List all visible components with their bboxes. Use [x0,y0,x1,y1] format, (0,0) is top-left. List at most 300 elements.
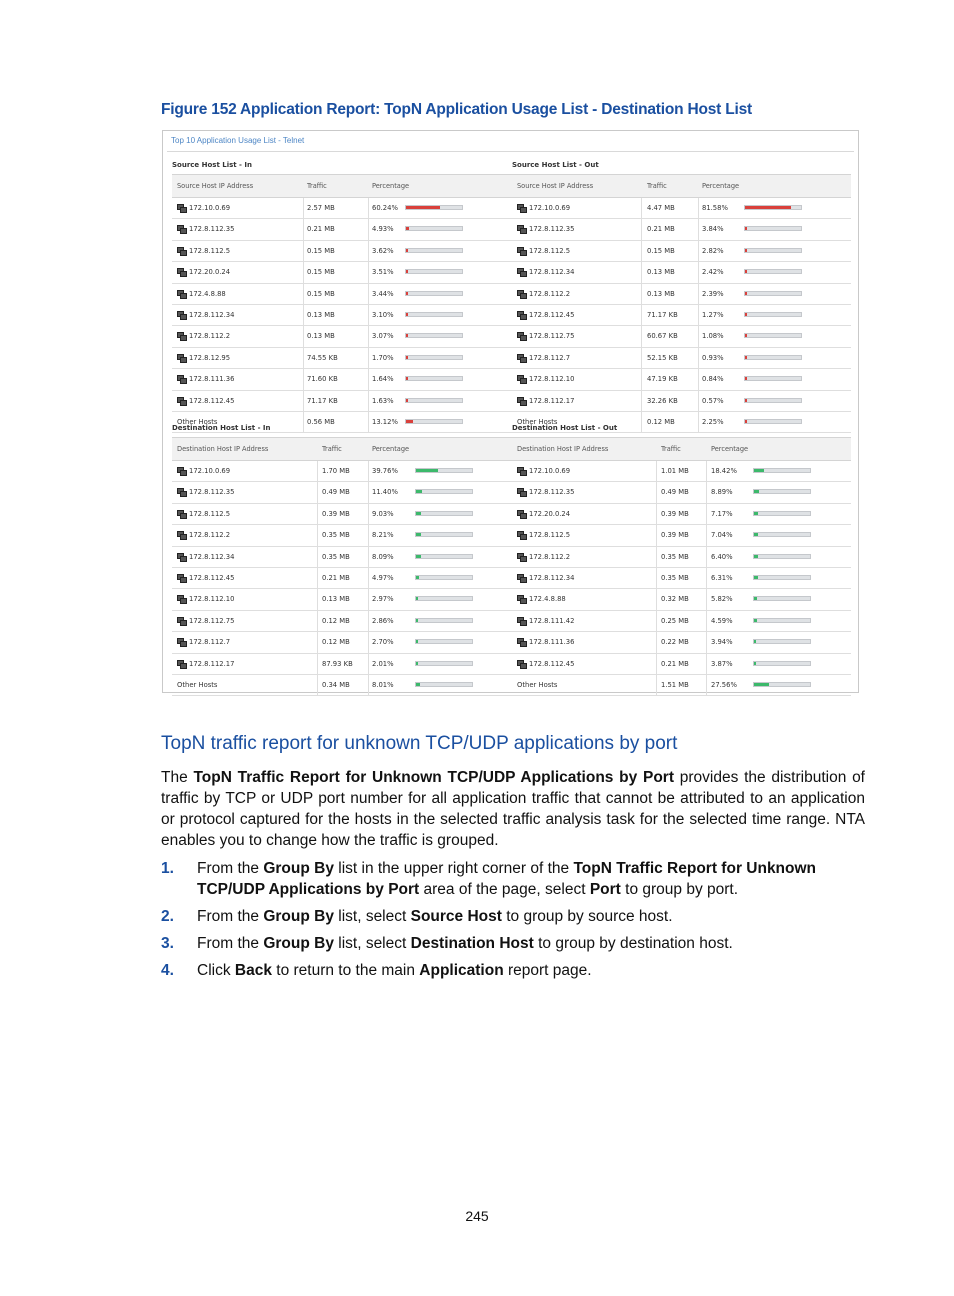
percentage-bar-fill [754,640,756,643]
percentage-value: 0.57% [702,396,724,405]
percentage-value: 4.97% [372,573,394,582]
table-label: Source Host List - In [172,161,252,169]
host-ip: 172.8.112.35 [529,488,575,497]
host-icon [177,225,186,232]
host-icon [177,311,186,318]
ui-term: Port [589,881,621,898]
host-ip: 172.10.0.69 [529,467,571,475]
percentage-bar [744,205,802,210]
table-row [512,262,851,283]
traffic-value: 71.60 KB [307,375,338,384]
percentage-value: 27.56% [711,680,737,689]
host-ip: 172.8.112.35 [189,488,235,497]
column-header[interactable]: Destination Host IP Address [517,445,609,453]
percentage-bar-fill [745,227,747,230]
traffic-value: 74.55 KB [307,353,338,362]
host-ip: 172.8.111.36 [529,638,575,647]
percentage-bar [744,333,802,338]
table-row [172,305,512,326]
ui-term: Group By [263,860,334,877]
percentage-value: 9.03% [372,509,394,518]
percentage-bar-fill [416,533,421,536]
percentage-value: 2.39% [702,289,724,298]
host-icon [177,553,186,560]
percentage-value: 3.94% [711,638,733,647]
table-row [512,654,851,675]
percentage-value: 5.82% [711,595,733,604]
host-icon [517,225,526,232]
percentage-value: 11.40% [372,488,398,497]
table-row [172,198,512,219]
percentage-bar-fill [416,576,419,579]
host-ip: 172.20.0.24 [529,509,571,518]
table-row [512,348,851,369]
percentage-value: 3.10% [372,310,394,319]
host-icon [177,617,186,624]
percentage-value: 81.58% [702,204,728,212]
traffic-value: 0.15 MB [647,246,675,255]
percentage-bar [405,355,463,360]
traffic-value: 0.12 MB [322,616,350,625]
percentage-bar [753,532,811,537]
section-heading: TopN traffic report for unknown TCP/UDP applications by port [161,733,678,754]
traffic-value: 0.21 MB [322,573,350,582]
traffic-value: 71.17 KB [647,310,678,319]
percentage-bar [753,639,811,644]
percentage-bar-fill [745,206,791,209]
table-row [172,504,512,525]
host-ip: 172.8.112.5 [529,531,571,540]
host-icon [517,488,526,495]
table-row [512,547,851,568]
host-icon [177,354,186,361]
host-icon [517,510,526,517]
traffic-value: 0.32 MB [661,595,689,604]
column-header[interactable]: Source Host IP Address [177,182,254,190]
ui-term: Back [234,962,272,979]
percentage-bar [415,596,473,601]
step-item: 3. From the Group By list, select Destination Host to group by destination host. [161,935,733,952]
table-row [512,675,851,696]
percentage-value: 8.89% [711,488,733,497]
host-ip: 172.8.112.34 [529,268,575,277]
percentage-bar [744,398,802,403]
percentage-value: 0.84% [702,375,724,384]
host-ip: 172.20.0.24 [189,268,231,277]
percentage-bar-fill [754,576,758,579]
table-row [172,219,512,240]
table-row [172,525,512,546]
percentage-value: 3.62% [372,246,394,255]
traffic-value: 0.13 MB [322,595,350,604]
percentage-bar-fill [416,662,418,665]
percentage-value: 18.42% [711,467,737,475]
host-icon [517,397,526,404]
table-row [512,461,851,482]
traffic-value: 0.49 MB [661,488,689,497]
percentage-value: 3.84% [702,225,724,234]
host-icon [177,531,186,538]
traffic-value: 0.12 MB [647,417,675,426]
host-ip: 172.8.112.17 [529,396,575,405]
percentage-bar-fill [406,270,408,273]
step-number: 3. [161,935,174,952]
percentage-bar-fill [416,619,418,622]
percentage-bar [415,511,473,516]
traffic-value: 0.12 MB [322,638,350,647]
host-icon [177,290,186,297]
host-icon [517,247,526,254]
host-ip: 172.8.112.7 [189,638,231,647]
table-row [172,241,512,262]
traffic-value: 0.15 MB [307,246,335,255]
host-icon [517,617,526,624]
percentage-value: 2.86% [372,616,394,625]
column-header[interactable]: Source Host IP Address [517,182,594,190]
table-row [512,284,851,305]
step-item: 2. From the Group By list, select Source Host to group by source host. [161,908,673,925]
table-label: Destination Host List - Out [512,424,618,432]
percentage-bar-fill [754,533,758,536]
percentage-bar-fill [754,555,758,558]
percentage-value: 8.21% [372,531,394,540]
percentage-value: 3.07% [372,332,394,341]
column-header[interactable]: Percentage [372,182,410,190]
column-header[interactable]: Destination Host IP Address [177,445,269,453]
host-ip: 172.8.112.7 [529,353,571,362]
host-icon [517,531,526,538]
host-icon [517,574,526,581]
percentage-bar-fill [745,270,747,273]
percentage-bar-fill [406,249,408,252]
traffic-value: 0.35 MB [322,552,350,561]
table-label: Source Host List - Out [512,161,599,169]
percentage-bar-fill [745,334,747,337]
host-icon [517,660,526,667]
host-icon [177,595,186,602]
traffic-value: 0.35 MB [661,573,689,582]
percentage-bar [415,661,473,666]
host-icon [517,311,526,318]
percentage-value: 1.70% [372,353,394,362]
percentage-bar-fill [406,313,408,316]
table-row [512,369,851,390]
traffic-value: 52.15 KB [647,353,678,362]
traffic-value: 0.39 MB [661,509,689,518]
host-icon [177,638,186,645]
host-ip: 172.8.112.2 [529,552,571,561]
percentage-bar-fill [745,356,747,359]
table-row [512,589,851,610]
host-icon [517,354,526,361]
percentage-bar [744,419,802,424]
host-icon [177,397,186,404]
percentage-value: 4.59% [711,616,733,625]
table-header [512,175,851,198]
table-row [512,241,851,262]
table-row [512,525,851,546]
table-row [172,547,512,568]
host-icon [177,375,186,382]
percentage-value: 39.76% [372,467,398,475]
traffic-value: 87.93 KB [322,659,353,668]
host-ip: 172.8.112.2 [189,531,231,540]
ui-term: TopN Traffic Report for Unknown TCP/UDP Applications by Port [197,860,817,898]
table-row [172,611,512,632]
table-header [172,175,512,198]
percentage-bar [415,532,473,537]
host-icon [177,660,186,667]
percentage-value: 3.87% [711,659,733,668]
percentage-value: 8.01% [372,680,394,689]
host-icon [177,247,186,254]
table-row [172,284,512,305]
percentage-bar [744,291,802,296]
percentage-bar-fill [416,512,421,515]
traffic-value: 0.13 MB [307,332,335,341]
percentage-value: 3.51% [372,268,394,277]
percentage-bar [744,269,802,274]
percentage-bar-fill [416,490,422,493]
percentage-value: 7.17% [711,509,733,518]
host-icon [517,553,526,560]
traffic-value: 0.35 MB [661,552,689,561]
table-row [172,589,512,610]
host-ip: 172.8.112.34 [529,573,575,582]
host-icon [517,595,526,602]
percentage-bar [744,355,802,360]
host-icon [177,574,186,581]
ui-term: Group By [263,935,334,952]
step-list [161,858,865,987]
table-row [512,482,851,503]
percentage-bar [415,575,473,580]
percentage-value: 2.25% [702,417,724,426]
host-icon [517,638,526,645]
percentage-bar [405,269,463,274]
host-ip: 172.8.112.10 [529,375,575,384]
column-header[interactable]: Percentage [372,445,410,453]
step-number: 1. [161,860,174,877]
percentage-bar-fill [745,249,747,252]
traffic-value: 0.25 MB [661,616,689,625]
column-header[interactable]: Percentage [711,445,749,453]
percentage-bar [744,376,802,381]
percentage-bar [415,639,473,644]
percentage-value: 2.82% [702,246,724,255]
traffic-value: 1.01 MB [661,467,689,475]
percentage-value: 3.44% [372,289,394,298]
step-item: 4. Click Back to return to the main Application report page. [161,962,592,979]
traffic-value: 0.13 MB [647,289,675,298]
table-row [512,305,851,326]
table-row [172,675,512,696]
host-icon [177,268,186,275]
percentage-bar [744,312,802,317]
traffic-value: 0.39 MB [661,531,689,540]
table-row [512,632,851,653]
report-name: TopN Traffic Report for Unknown TCP/UDP Applications by Port [193,769,674,786]
percentage-bar-fill [416,555,421,558]
host-ip: 172.8.112.5 [189,246,231,255]
step-number: 2. [161,908,174,925]
traffic-value: 0.13 MB [307,310,335,319]
percentage-value: 60.24% [372,204,398,212]
percentage-bar-fill [406,292,408,295]
percentage-bar [405,398,463,403]
table-row [172,482,512,503]
percentage-value: 13.12% [372,417,398,426]
percentage-bar [753,618,811,623]
traffic-value: 0.56 MB [307,417,335,426]
host-ip: 172.8.112.2 [529,289,571,298]
table-row [172,461,512,482]
host-icon [517,375,526,382]
traffic-value: 0.35 MB [322,531,350,540]
traffic-value: 0.13 MB [647,268,675,277]
percentage-bar [753,489,811,494]
percentage-bar-fill [754,490,759,493]
host-ip: 172.8.112.5 [189,509,231,518]
percentage-bar [753,661,811,666]
step-item: 1. From the Group By list in the upper right corner of the TopN Traffic Report for Unknown TCP/UDP Applications by Port area of the page, select Port to group by port. [161,860,817,898]
percentage-bar-fill [406,377,408,380]
host-ip: 172.8.112.45 [189,396,235,405]
percentage-bar [415,618,473,623]
ui-term: Destination Host [410,935,534,952]
host-icon [517,204,526,211]
percentage-bar-fill [416,597,418,600]
percentage-bar [744,248,802,253]
percentage-bar [415,489,473,494]
percentage-value: 1.64% [372,375,394,384]
percentage-bar-fill [406,420,413,423]
percentage-value: 2.97% [372,595,394,604]
percentage-bar [753,511,811,516]
traffic-value: 60.67 KB [647,332,678,341]
traffic-value: 0.15 MB [307,289,335,298]
percentage-value: 1.08% [702,332,724,341]
percentage-value: 4.93% [372,225,394,234]
host-ip: 172.4.8.88 [189,289,226,298]
panel-title: Top 10 Application Usage List - Telnet [171,136,305,145]
host-ip: 172.8.112.75 [529,332,575,341]
percentage-bar [405,419,463,424]
percentage-bar-fill [754,469,764,472]
host-ip: 172.8.112.34 [189,552,235,561]
table-row [172,568,512,589]
table-header [172,438,512,461]
host-ip: 172.8.112.17 [189,659,235,668]
percentage-bar-fill [406,356,408,359]
host-ip: 172.8.112.75 [189,616,235,625]
host-ip: 172.8.112.35 [189,225,235,234]
table-row [512,326,851,347]
figure-caption: Figure 152 Application Report: TopN Application Usage List - Destination Host List [161,101,753,118]
percentage-value: 7.04% [711,531,733,540]
host-ip: Other Hosts [517,417,558,426]
ui-term: Source Host [410,908,502,925]
percentage-bar [415,554,473,559]
percentage-bar [405,226,463,231]
host-icon [177,467,186,474]
traffic-value: 0.49 MB [322,488,350,497]
traffic-value: 0.22 MB [661,638,689,647]
table-row [512,568,851,589]
percentage-bar-fill [416,640,418,643]
host-ip: 172.8.112.35 [529,225,575,234]
table-row [512,391,851,412]
ui-term: Group By [263,908,334,925]
traffic-value: 71.17 KB [307,396,338,405]
traffic-value: 0.21 MB [307,225,335,234]
percentage-bar [753,468,811,473]
percentage-value: 2.70% [372,638,394,647]
traffic-value: 1.70 MB [322,467,350,475]
table-row [172,391,512,412]
traffic-value: 47.19 KB [647,375,678,384]
percentage-value: 8.09% [372,552,394,561]
host-ip: 172.8.112.34 [189,310,235,319]
percentage-bar-fill [406,227,409,230]
host-ip: 172.8.112.45 [189,573,235,582]
percentage-bar-fill [416,683,420,686]
percentage-bar-fill [745,420,747,423]
column-header[interactable]: Traffic [307,182,327,190]
table-row [172,369,512,390]
host-ip: 172.8.12.95 [189,353,231,362]
ui-term: Application [419,962,504,979]
traffic-value: 4.47 MB [647,204,675,212]
column-header[interactable]: Traffic [322,445,342,453]
host-icon [177,488,186,495]
percentage-bar-fill [406,399,408,402]
page-number: 245 [465,1208,489,1224]
percentage-bar [415,682,473,687]
column-header[interactable]: Percentage [702,182,740,190]
host-icon [177,510,186,517]
host-ip: 172.8.112.10 [189,595,235,604]
host-icon [177,332,186,339]
percentage-bar [405,291,463,296]
percentage-bar-fill [754,662,756,665]
report-screenshot [162,130,859,693]
host-icon [517,268,526,275]
percentage-value: 1.27% [702,310,724,319]
column-header[interactable]: Traffic [647,182,667,190]
table-row [512,504,851,525]
percentage-bar [405,376,463,381]
table-row [172,348,512,369]
percentage-bar-fill [745,313,747,316]
percentage-bar [753,596,811,601]
traffic-value: 0.39 MB [322,509,350,518]
column-header[interactable]: Traffic [661,445,681,453]
traffic-value: 2.57 MB [307,204,335,212]
percentage-bar [415,468,473,473]
host-icon [517,290,526,297]
traffic-value: 0.34 MB [322,680,350,689]
table-row [172,326,512,347]
percentage-bar [405,248,463,253]
traffic-value: 0.21 MB [661,659,689,668]
percentage-value: 6.40% [711,552,733,561]
table-row [172,632,512,653]
percentage-bar-fill [745,399,747,402]
host-ip: 172.8.111.42 [529,616,575,625]
host-ip: 172.8.111.36 [189,375,235,384]
host-icon [177,204,186,211]
